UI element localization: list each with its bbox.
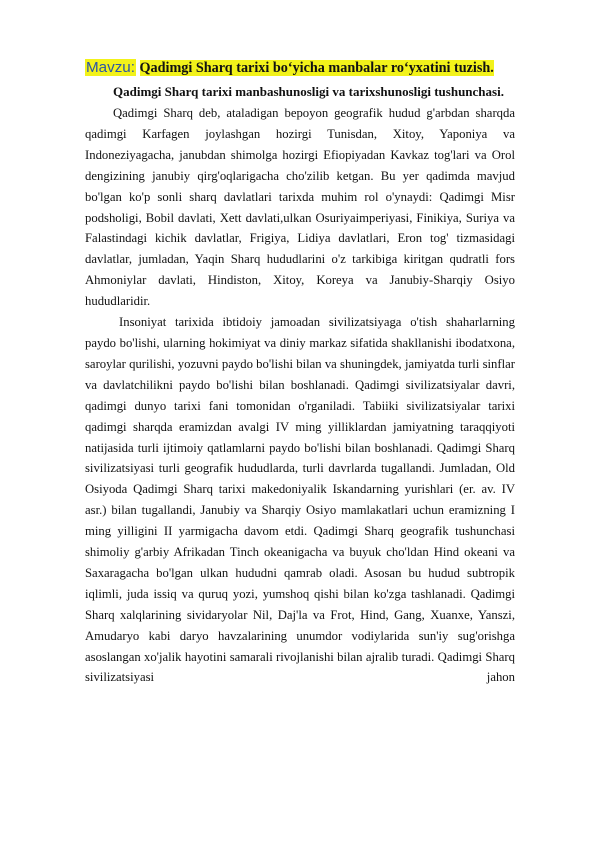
paragraph-2: Insoniyat tarixida ibtidoiy jamoadan sivilizatsiyaga o'tish shaharlarning paydo bo'lishi, ularning hokimiyat va diniy markaz sifatida shakllanishi ibodatxona, saroylar qurilishi, yozuvni paydo bo'lishi bilan va shuningdek, jamiyatda turli sinflar va davlatchilikni paydo bo'lishi bilan boshlanadi. Qadimgi sivilizatsiyalar davri, qadimgi dunyo tarixi fani tomonidan o'rganiladi. Tabiiki sivilizatsiyalar tarixi qadimgi sharqda eramizdan avalgi IV ming yilliklardan jamiyatning taraqqiyoti natijasida turli ijtimoiy qatlamlarni paydo bo'lishi bilan boshlanadi. Qadimgi Sharq sivilizatsiyasi turli geografik hududlarda, turli davrlarda tugallandi. Jumladan, Old Osiyoda Qadimgi Sharq tarixi makedoniyalik Iskandarning yurishlari (er. av. IV asr.) bilan tugallandi, Janubiy va Sharqiy Osiyo mamlakatlari uchun eramizning I ming yilligini II yarmigacha davom etdi. Qadimgi Sharq geografik tushunchasi shimoliy g'arbiy Afrikadan Tinch okeanigacha va buyuk cho'ldan Hind okeani va Saxaragacha bo'lgan ulkan hududni qamrab oladi. Asosan bu hudud subtropik iqlimli, juda issiq va quruq yozi, yumshoq qishi bilan ko'zga tashlanadi. Qadimgi Sharq xalqlarining sividaryolar Nil, Daj'la va Frot, Hind, Gang, Xuanxe, Yanszi, Amudaryo kabi daryo havzalarining unumdor vodiylarida sun'iy sug'orishga asoslangan xo'jalik hayotini samarali rivojlanishi bilan ajralib turadi. Qadimgi Sharq sivilizatsiyasi jahon	[85, 315, 515, 685]
topic-label: Mavzu:	[86, 59, 135, 76]
document-page	[85, 58, 515, 688]
paragraph-1: Qadimgi Sharq deb, ataladigan bepoyon geografik hudud g'arbdan sharqda qadimgi Karfagen joylashgan hozirgi Tunisdan, Xitoy, Yaponiya va Indoneziyagacha, janubdan shimolga hozirgi Efiopiyadan Kavkaz tog'lari va Orol dengizining janubiy qirg'oqlarigacha cho'zilib ketgan. Bu yer qadimda mavjud bo'lgan ko'p sonli sharq davlatlari tarixda muhim rol o'ynaydi: Qadimgi Misr podsholigi, Bobil davlati, Xett davlati,ulkan Osuriyaimperiyasi, Finikiya, Suriya va Falastindagi kichik davlatlar, Frigiya, Lidiya davlatlari, Eron tog' tizmasidagi davlatlar, jumladan, Yaqin Sharq hududlarini o'z tarkibiga kiritgan qudratli fors Ahmoniylar davlati, Hindiston, Xitoy, Koreya va Janubiy-Sharqiy Osiyo hududlaridir.	[85, 106, 515, 309]
section-subtitle: Qadimgi Sharq tarixi manbashunosligi va tarixshunosligi tushunchasi.	[113, 84, 504, 99]
topic-heading	[85, 58, 515, 78]
topic-title: Qadimgi Sharq tarixi bo‘yicha manbalar ro‘yxatini tuzish.	[139, 60, 494, 76]
